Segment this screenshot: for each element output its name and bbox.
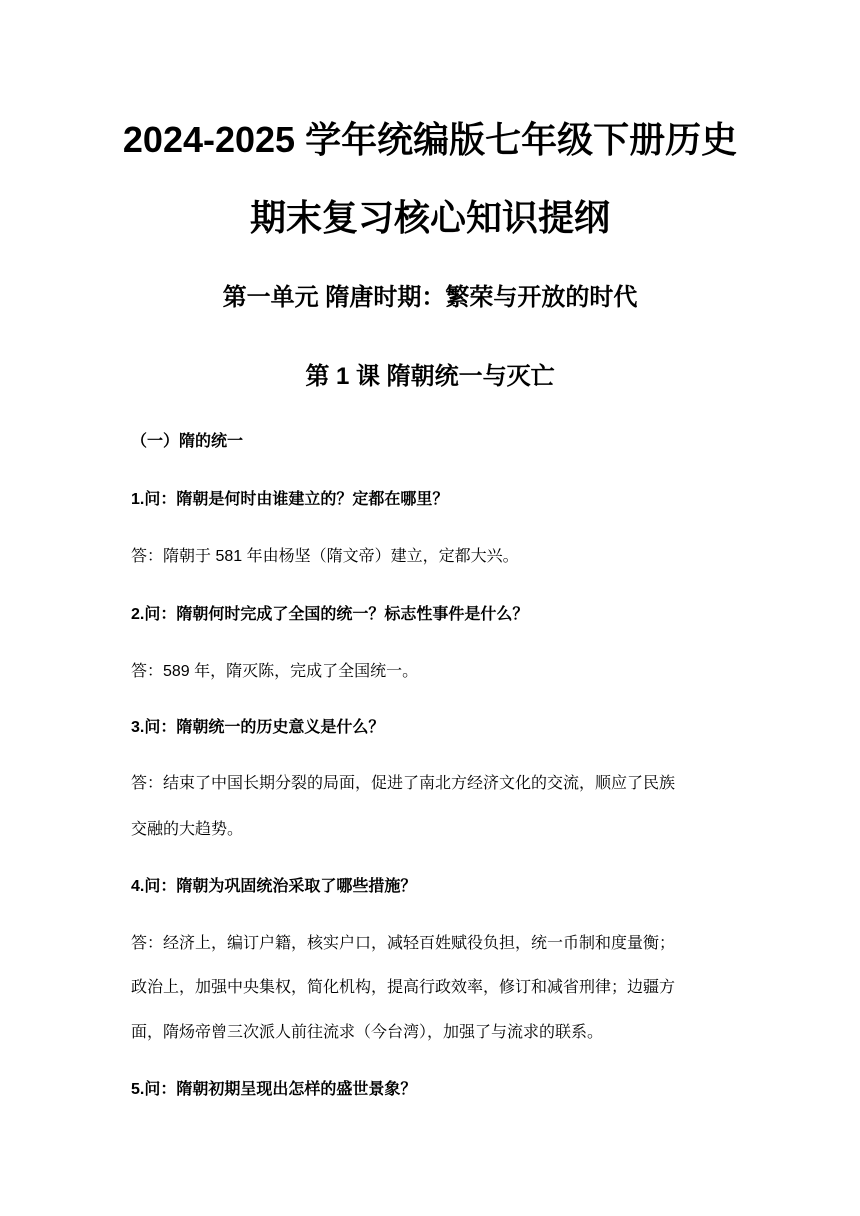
- lesson-heading: 第 1 课 隋朝统一与灭亡: [305, 363, 555, 390]
- answer-2-line-1: 答：589 年，隋灭陈，完成了全国统一。: [131, 663, 419, 680]
- answer-4-line-2: 政治上，加强中央集权，简化机构，提高行政效率，修订和减省刑律；边疆方: [131, 979, 676, 996]
- answer-1-line-1: 答：隋朝于 581 年由杨坚（隋文帝）建立，定都大兴。: [131, 548, 519, 565]
- document-title-line-2: 期末复习核心知识提纲: [249, 197, 610, 238]
- document-title-line-1: 2024-2025 学年统编版七年级下册历史: [122, 119, 738, 160]
- section-heading: （一）隋的统一: [131, 433, 244, 450]
- question-5: 5.问：隋朝初期呈现出怎样的盛世景象？: [131, 1081, 417, 1098]
- unit-heading: 第一单元 隋唐时期：繁荣与开放的时代: [222, 284, 638, 311]
- answer-3-line-1: 答：结束了中国长期分裂的局面，促进了南北方经济文化的交流，顺应了民族: [131, 775, 676, 792]
- answer-4-line-1: 答：经济上，编订户籍，核实户口，减轻百姓赋役负担，统一币制和度量衡；: [131, 935, 676, 952]
- question-3: 3.问：隋朝统一的历史意义是什么？: [131, 719, 385, 736]
- answer-4-line-3: 面，隋炀帝曾三次派人前往流求（今台湾），加强了与流求的联系。: [131, 1024, 604, 1041]
- question-1: 1.问：隋朝是何时由谁建立的？定都在哪里？: [131, 491, 449, 508]
- question-4: 4.问：隋朝为巩固统治采取了哪些措施？: [131, 878, 417, 895]
- answer-3-line-2: 交融的大趋势。: [131, 821, 244, 838]
- question-2: 2.问：隋朝何时完成了全国的统一？标志性事件是什么？: [131, 606, 529, 623]
